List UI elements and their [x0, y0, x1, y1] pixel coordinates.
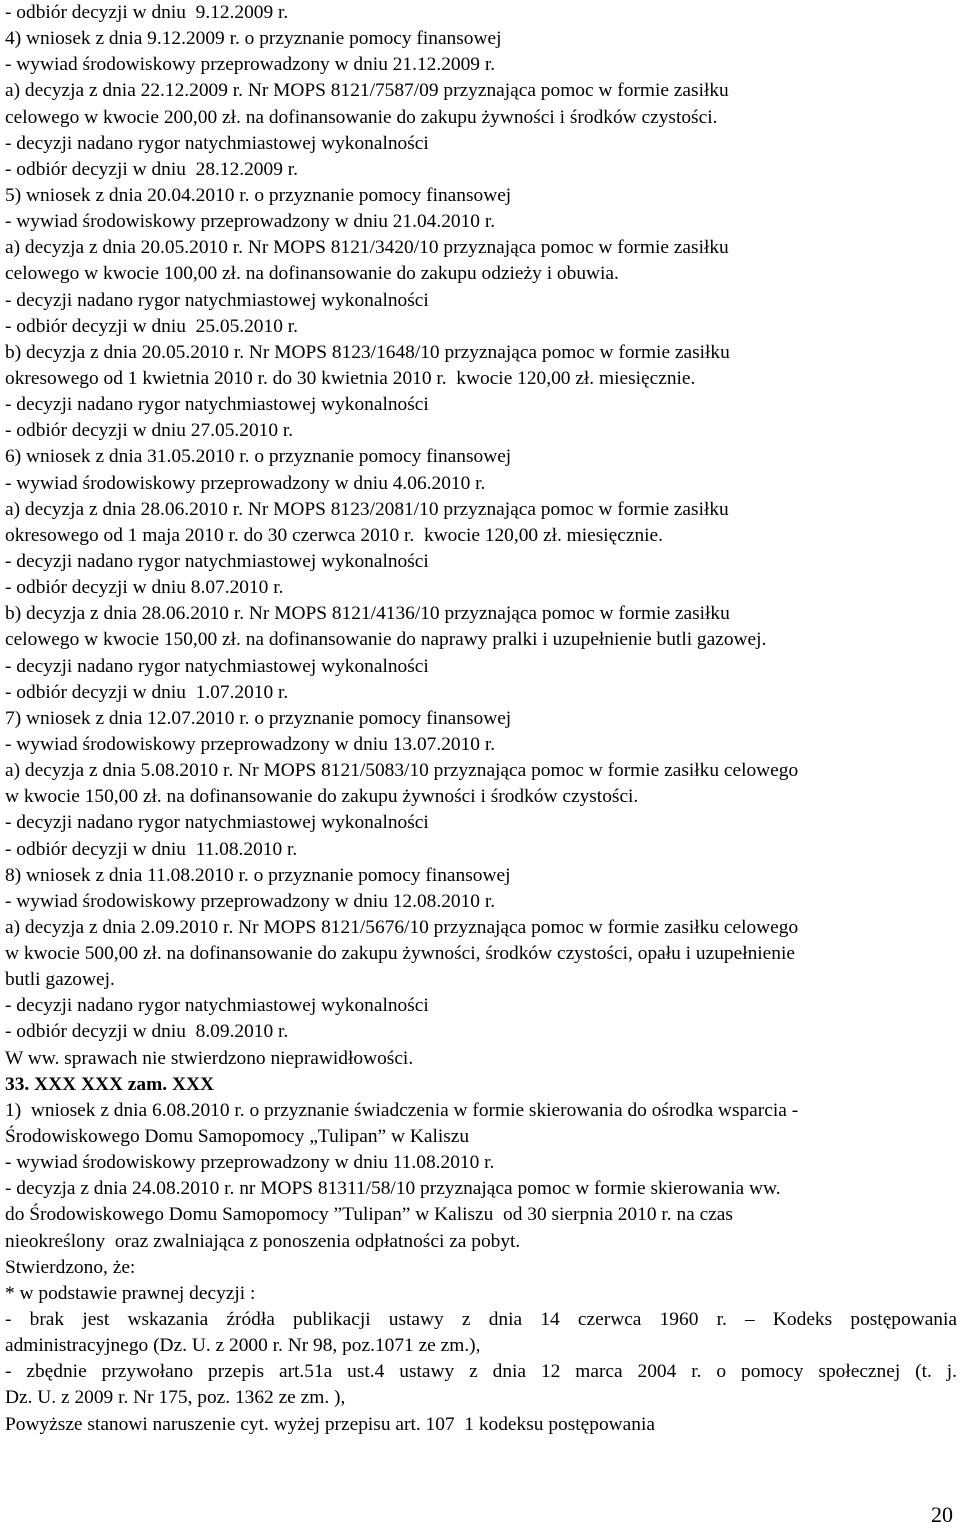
- document-line: 1) wniosek z dnia 6.08.2010 r. o przyznanie świadczenia w formie skierowania do ośrodka wsparcia -: [5, 1099, 799, 1121]
- document-line: b) decyzja z dnia 28.06.2010 r. Nr MOPS 8121/4136/10 przyznająca pomoc w formie zasiłku: [5, 603, 730, 625]
- document-line: - decyzji nadano rygor natychmiastowej wykonalności: [5, 995, 429, 1017]
- document-line: 4) wniosek z dnia 9.12.2009 r. o przyznanie pomocy finansowej: [5, 28, 502, 50]
- document-line: butli gazowej.: [5, 969, 115, 991]
- document-line: - wywiad środowiskowy przeprowadzony w dniu 13.07.2010 r.: [5, 733, 496, 755]
- document-line: - zbędnie przywołano przepis art.51a ust.4 ustawy z dnia 12 marca 2004 r. o pomocy społecznej (t. j.: [5, 1361, 957, 1383]
- document-line: - brak jest wskazania źródła publikacji ustawy z dnia 14 czerwca 1960 r. – Kodeks postępowania: [5, 1309, 957, 1331]
- page-number: 20: [931, 1502, 953, 1527]
- document-line: okresowego od 1 maja 2010 r. do 30 czerwca 2010 r. kwocie 120,00 zł. miesięcznie.: [5, 524, 664, 546]
- document-line: Środowiskowego Domu Samopomocy „Tulipan” w Kaliszu: [5, 1126, 470, 1148]
- document-line: - odbiór decyzji w dniu 25.05.2010 r.: [5, 315, 298, 337]
- document-line: - odbiór decyzji w dniu 28.12.2009 r.: [5, 158, 298, 180]
- document-line: a) decyzja z dnia 2.09.2010 r. Nr MOPS 8121/5676/10 przyznająca pomoc w formie zasiłku celowego: [5, 916, 799, 938]
- document-line: - wywiad środowiskowy przeprowadzony w dniu 12.08.2010 r.: [5, 890, 496, 912]
- document-line: Dz. U. z 2009 r. Nr 175, poz. 1362 ze zm. ),: [5, 1387, 346, 1409]
- document-line: celowego w kwocie 200,00 zł. na dofinansowanie do zakupu żywności i środków czystości.: [5, 106, 718, 128]
- document-line: - wywiad środowiskowy przeprowadzony w dniu 4.06.2010 r.: [5, 472, 486, 494]
- document-line: - odbiór decyzji w dniu 8.09.2010 r.: [5, 1021, 289, 1043]
- document-line: a) decyzja z dnia 28.06.2010 r. Nr MOPS 8123/2081/10 przyznająca pomoc w formie zasiłku: [5, 498, 729, 520]
- document-line: - odbiór decyzji w dniu 11.08.2010 r.: [5, 838, 298, 860]
- section-heading: 33. XXX XXX zam. XXX: [5, 1073, 214, 1095]
- document-line: 7) wniosek z dnia 12.07.2010 r. o przyznanie pomocy finansowej: [5, 707, 512, 729]
- document-line: celowego w kwocie 150,00 zł. na dofinansowanie do naprawy pralki i uzupełnienie butli gazowej.: [5, 629, 767, 651]
- document-line: administracyjnego (Dz. U. z 2000 r. Nr 98, poz.1071 ze zm.),: [5, 1335, 481, 1357]
- document-line: - odbiór decyzji w dniu 1.07.2010 r.: [5, 681, 289, 703]
- document-line: * w podstawie prawnej decyzji :: [5, 1282, 256, 1304]
- document-line: - decyzji nadano rygor natychmiastowej wykonalności: [5, 812, 429, 834]
- document-line: a) decyzja z dnia 20.05.2010 r. Nr MOPS 8121/3420/10 przyznająca pomoc w formie zasiłku: [5, 237, 729, 259]
- document-line: - odbiór decyzji w dniu 9.12.2009 r.: [5, 2, 289, 23]
- document-line: - decyzji nadano rygor natychmiastowej wykonalności: [5, 394, 429, 416]
- document-line: b) decyzja z dnia 20.05.2010 r. Nr MOPS 8123/1648/10 przyznająca pomoc w formie zasiłku: [5, 341, 730, 363]
- document-line: W ww. sprawach nie stwierdzono nieprawidłowości.: [5, 1047, 414, 1069]
- document-line: - wywiad środowiskowy przeprowadzony w dniu 21.12.2009 r.: [5, 54, 496, 76]
- document-line: celowego w kwocie 100,00 zł. na dofinansowanie do zakupu odzieży i obuwia.: [5, 263, 619, 285]
- document-line: - odbiór decyzji w dniu 8.07.2010 r.: [5, 577, 284, 599]
- document-line: a) decyzja z dnia 5.08.2010 r. Nr MOPS 8121/5083/10 przyznająca pomoc w formie zasiłku celowego: [5, 760, 799, 782]
- document-line: okresowego od 1 kwietnia 2010 r. do 30 kwietnia 2010 r. kwocie 120,00 zł. miesięcznie.: [5, 367, 696, 389]
- document-line: 5) wniosek z dnia 20.04.2010 r. o przyznanie pomocy finansowej: [5, 184, 512, 206]
- document-line: w kwocie 150,00 zł. na dofinansowanie do zakupu żywności i środków czystości.: [5, 786, 639, 808]
- document-body: [5, 0, 957, 1438]
- document-line: - decyzja z dnia 24.08.2010 r. nr MOPS 81311/58/10 przyznająca pomoc w formie skierowania ww.: [5, 1178, 781, 1200]
- document-line: Stwierdzono, że:: [5, 1256, 136, 1278]
- document-line: - wywiad środowiskowy przeprowadzony w dniu 21.04.2010 r.: [5, 211, 496, 233]
- document-line: 6) wniosek z dnia 31.05.2010 r. o przyznanie pomocy finansowej: [5, 446, 512, 468]
- document-line: Powyższe stanowi naruszenie cyt. wyżej przepisu art. 107 1 kodeksu postępowania: [5, 1413, 655, 1435]
- document-line: 8) wniosek z dnia 11.08.2010 r. o przyznanie pomocy finansowej: [5, 864, 511, 886]
- document-line: - decyzji nadano rygor natychmiastowej wykonalności: [5, 132, 429, 154]
- document-line: a) decyzja z dnia 22.12.2009 r. Nr MOPS 8121/7587/09 przyznająca pomoc w formie zasiłku: [5, 80, 729, 102]
- document-line: do Środowiskowego Domu Samopomocy ”Tulipan” w Kaliszu od 30 sierpnia 2010 r. na czas: [5, 1204, 733, 1226]
- document-line: - odbiór decyzji w dniu 27.05.2010 r.: [5, 420, 294, 442]
- document-line: - wywiad środowiskowy przeprowadzony w dniu 11.08.2010 r.: [5, 1152, 495, 1174]
- document-line: - decyzji nadano rygor natychmiastowej wykonalności: [5, 289, 429, 311]
- document-line: w kwocie 500,00 zł. na dofinansowanie do zakupu żywności, środków czystości, opału i uzupełnienie: [5, 943, 795, 965]
- document-line: - decyzji nadano rygor natychmiastowej wykonalności: [5, 655, 429, 677]
- document-line: - decyzji nadano rygor natychmiastowej wykonalności: [5, 550, 429, 572]
- document-line: nieokreślony oraz zwalniająca z ponoszenia odpłatności za pobyt.: [5, 1230, 521, 1252]
